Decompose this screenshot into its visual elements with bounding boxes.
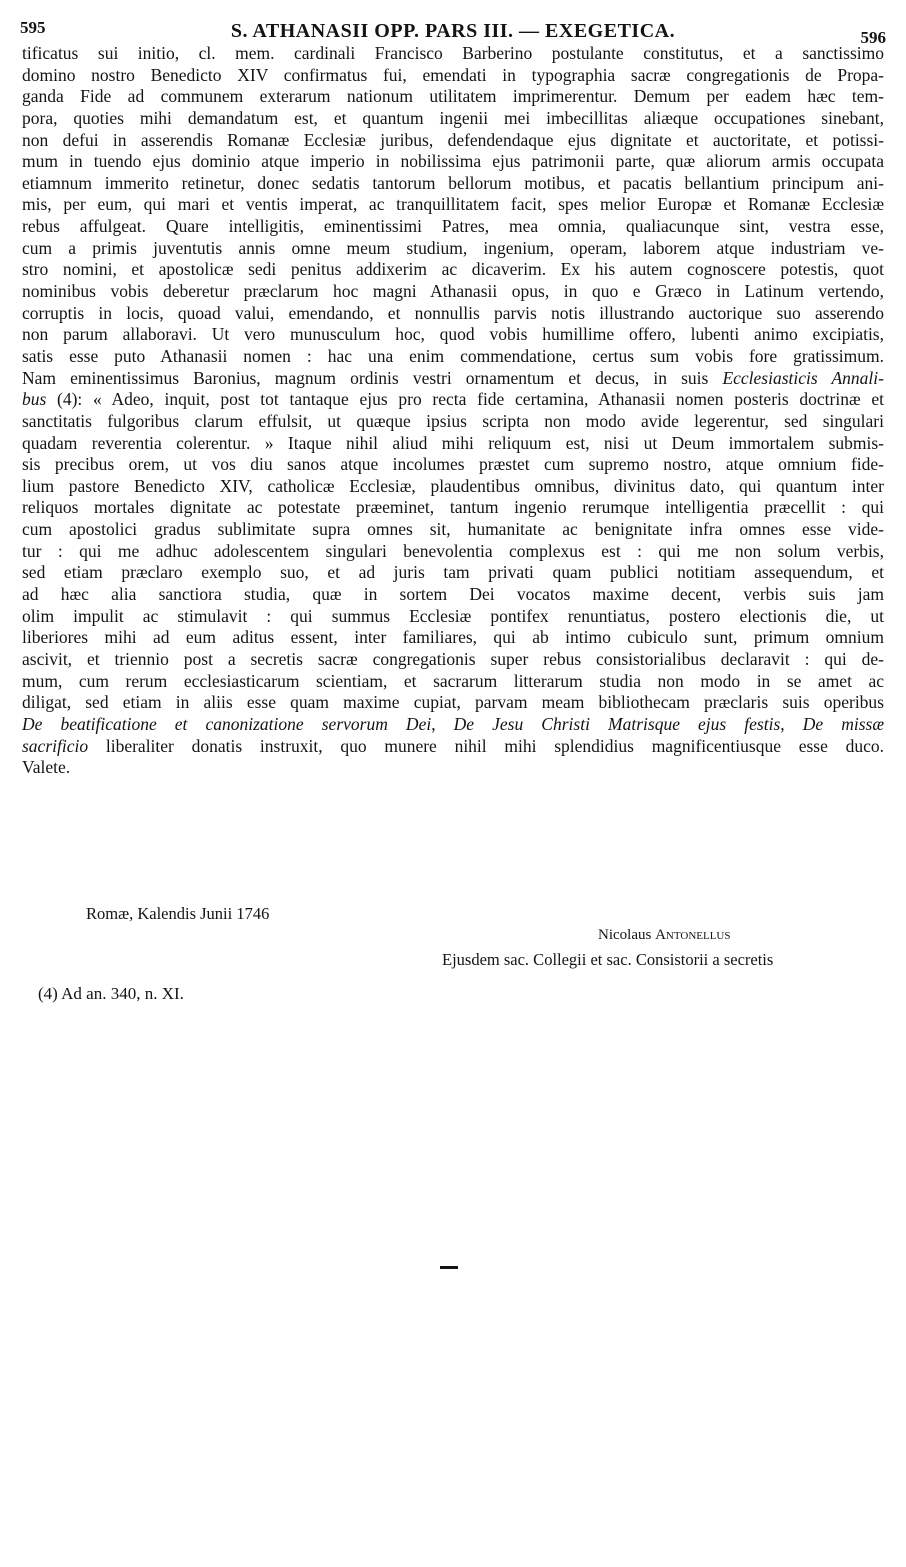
text-line: liberiores mihi ad eum aditus essent, inter familiares, qui ab intimo cubiculo sunt, primum omnium <box>22 627 884 648</box>
text-line: sis precibus orem, ut vos diu sanos atque incolumes præstet cum supremo nostro, atque omnium fide- <box>22 454 884 475</box>
text-line: non defui in asserendis Romanæ Ecclesiæ juribus, defendendaque ejus dignitate et auctoritate, et potissi- <box>22 129 884 150</box>
signature-last-name: Antonellus <box>655 927 731 943</box>
letter-body <box>22 43 884 779</box>
place-date: Romæ, Kalendis Junii 1746 <box>86 904 270 923</box>
page-number-left: 595 <box>20 18 46 37</box>
text-line: corruptis in locis, quoad valui, emendando, et nonnullis parvis notis illustrando auctorique suo asserendo <box>22 302 884 323</box>
text-line: rebus affulgeat. Quare intelligitis, eminentissimi Patres, mea omnia, qualiacunque sint, vestra esse, <box>22 216 884 237</box>
text-line: sanctitatis fulgoribus clarum effulsit, ut quæque ipsius scripta non modo avide legerentur, sed singulari <box>22 410 884 431</box>
text-line: tur : qui me adhuc adolescentem singulari benevolentia complexus est : qui me non solum verbis, <box>22 540 884 561</box>
text-line: De beatificatione et canonizatione servorum Dei, De Jesu Christi Matrisque ejus festis, De missæ <box>22 713 884 734</box>
text-line: sacrificio liberaliter donatis instruxit, quo munere nihil mihi splendidius magnificentiusque esse duco. <box>22 735 884 756</box>
text-line: reliquos mortales dignitate ac potestate præeminet, tantum ingenio rerumque intelligentia præcellit : qui <box>22 497 884 518</box>
text-line: mum, cum rerum ecclesiasticarum scientiam, et sacrarum litterarum studia non modo in se amet ac <box>22 670 884 691</box>
text-line: satis esse puto Athanasii nomen : hac una enim commendatione, certus sum vobis fore gratissimum. <box>22 345 884 366</box>
text-line: ad hæc alia sanctiora studia, quæ in sortem Dei vocatos maxime decent, verbis suis jam <box>22 584 884 605</box>
text-line: quadam reverentia colerentur. » Itaque nihil aliud mihi reliquum est, nisi ut Deum immortalem submis- <box>22 432 884 453</box>
footnote: (4) Ad an. 340, n. XI. <box>38 984 184 1003</box>
text-line: cum a primis juventutis annis omne meum studium, ingenium, operam, laborem atque industriam ve- <box>22 237 884 258</box>
signature-role: Ejusdem sac. Collegii et sac. Consistorii a secretis <box>442 950 774 969</box>
text-line: ascivit, et triennio post a secretis sacræ congregationis super rebus consistorialibus declaravit : qui de- <box>22 648 884 669</box>
page-end-dash <box>440 1266 458 1269</box>
text-line: non parum allaboravi. Ut vero munusculum hoc, quod vobis humillime offero, lubenti animo excipiatis, <box>22 324 884 345</box>
text-line: nominibus vobis deberetur præclarum hoc magni Athanasii opus, in quo e Græco in Latinum vertendo, <box>22 281 884 302</box>
signature-first-name: Nicolaus <box>598 927 652 943</box>
text-line: stro nomini, et apostolicæ sedi penitus addixerim ac dicaverim. Ex his autem cognoscere potestis, quot <box>22 259 884 280</box>
text-line: sed etiam præclaro exemplo suo, et ad juris tam privati quam publici notitiam assequendum, et <box>22 562 884 583</box>
text-line: etiamnum immerito retinetur, donec sedatis tantorum bellorum motibus, et pacatis bellantium principum ani- <box>22 172 884 193</box>
text-line: cum apostolici gradus sublimitate supra omnes sit, humanitate ac benignitate infra omnes esse vide- <box>22 519 884 540</box>
text-line: bus (4): « Adeo, inquit, post tot tantaque ejus pro recta fide certamina, Athanasii nomen posteris doctrinæ et <box>22 389 884 410</box>
text-line: mis, per eum, qui mari et ventis imperat, ac tranquillitatem facit, spes melior Europæ et Romanæ Ecclesiæ <box>22 194 884 215</box>
text-line: diligat, sed etiam in aliis esse quam maxime cupiat, parvam meam bibliothecam præclaris suis operibus <box>22 692 884 713</box>
text-line: mum in tuendo ejus dominio atque imperio in nobilissima ejus patrimonii parte, quæ aliorum armis occupata <box>22 151 884 172</box>
running-title: S. ATHANASII OPP. PARS III. — EXEGETICA. <box>230 20 676 42</box>
text-line: Nam eminentissimus Baronius, magnum ordinis vestri ornamentum et decus, in suis Ecclesiasticis Annali- <box>22 367 884 388</box>
text-line: lium pastore Benedicto XIV, catholicæ Ecclesiæ, plaudentibus omnibus, divinitus dato, qui quantum inter <box>22 475 884 496</box>
page-header <box>20 14 886 47</box>
text-line: Valete. <box>22 757 71 778</box>
text-line: pora, quoties mihi demandatum est, et quantum ingenii mei imbecillitas aliæque occupationes sinebant, <box>22 107 884 128</box>
text-line: domino nostro Benedicto XIV confirmatus fui, emendati in typographia sacræ congregationis de Propa- <box>22 64 884 85</box>
signature-name <box>598 927 730 944</box>
text-line: ganda Fide ad communem exterarum nationum utilitatem imprimerentur. Demum per eadem hæc tem- <box>22 86 884 107</box>
text-line: olim impulit ac stimulavit : qui summus Ecclesiæ pontifex renuntiatus, postero electionis die, ut <box>22 605 884 626</box>
text-line: tificatus sui initio, cl. mem. cardinali Francisco Barberino postulante constitutus, et a sanctissimo <box>22 43 884 63</box>
page-number-right: 596 <box>860 28 886 47</box>
